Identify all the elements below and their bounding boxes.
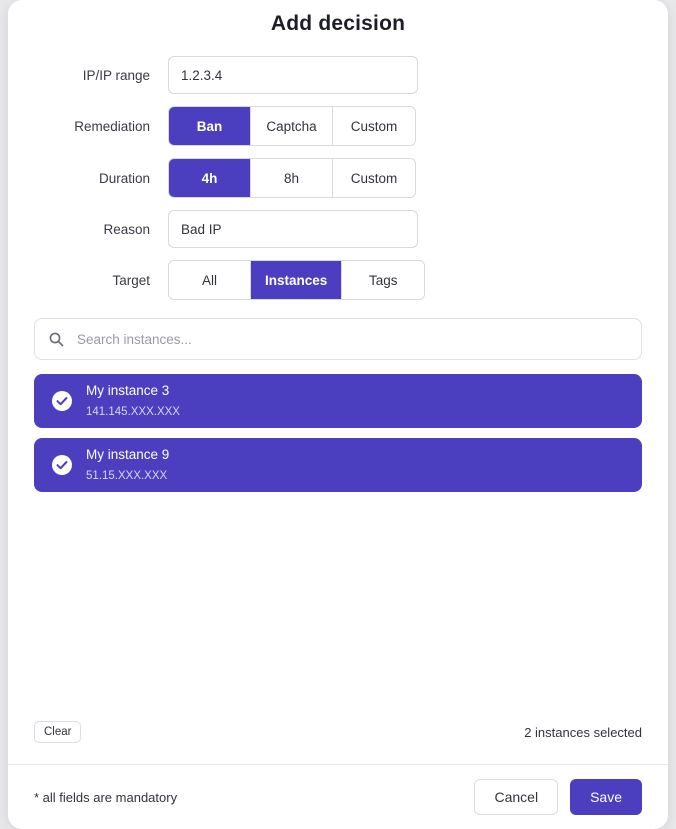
mandatory-note: * all fields are mandatory — [34, 789, 178, 805]
instance-ip: 141.145.XXX.XXX — [86, 406, 180, 418]
duration-segmented-control — [168, 158, 416, 198]
target-segmented-control — [168, 260, 425, 300]
save-button[interactable]: Save — [570, 779, 642, 815]
page-title: Add decision — [270, 12, 406, 35]
clear-button[interactable]: Clear — [34, 721, 81, 743]
check-circle-icon — [52, 455, 72, 475]
duration-option-4h[interactable]: 4h — [169, 159, 251, 197]
instance-name: My instance 3 — [86, 383, 170, 398]
instance-search — [34, 318, 642, 360]
target-option-instances[interactable]: Instances — [251, 261, 342, 299]
decision-form — [8, 56, 668, 300]
target-option-all[interactable]: All — [169, 261, 251, 299]
remediation-option-ban[interactable]: Ban — [169, 107, 251, 145]
search-input[interactable] — [34, 318, 642, 360]
remediation-option-custom[interactable]: Custom — [333, 107, 415, 145]
duration-option-8h[interactable]: 8h — [251, 159, 333, 197]
remediation-option-captcha[interactable]: Captcha — [251, 107, 333, 145]
check-circle-icon — [52, 391, 72, 411]
reason-label: Reason — [103, 221, 150, 237]
ip-label: IP/IP range — [82, 67, 150, 83]
action-bar — [8, 765, 668, 829]
remediation-label: Remediation — [74, 118, 150, 134]
target-option-tags[interactable]: Tags — [342, 261, 424, 299]
selection-footer — [8, 712, 668, 752]
form-row-target — [8, 260, 668, 300]
instance-list — [34, 374, 642, 492]
ip-input[interactable] — [168, 56, 418, 94]
target-label: Target — [112, 272, 150, 288]
form-row-ip — [8, 56, 668, 94]
form-row-duration — [8, 158, 668, 198]
list-item[interactable] — [34, 374, 642, 428]
add-decision-modal — [8, 0, 668, 829]
instance-name: My instance 9 — [86, 447, 170, 462]
remediation-segmented-control — [168, 106, 416, 146]
list-item[interactable] — [34, 438, 642, 492]
cancel-button[interactable]: Cancel — [474, 779, 558, 815]
duration-label: Duration — [98, 170, 150, 186]
form-row-remediation — [8, 106, 668, 146]
duration-option-custom[interactable]: Custom — [333, 159, 415, 197]
instance-ip: 51.15.XXX.XXX — [86, 470, 168, 482]
form-row-reason — [8, 210, 668, 248]
reason-input[interactable] — [168, 210, 418, 248]
selected-count-label: 2 instances selected — [524, 724, 642, 740]
